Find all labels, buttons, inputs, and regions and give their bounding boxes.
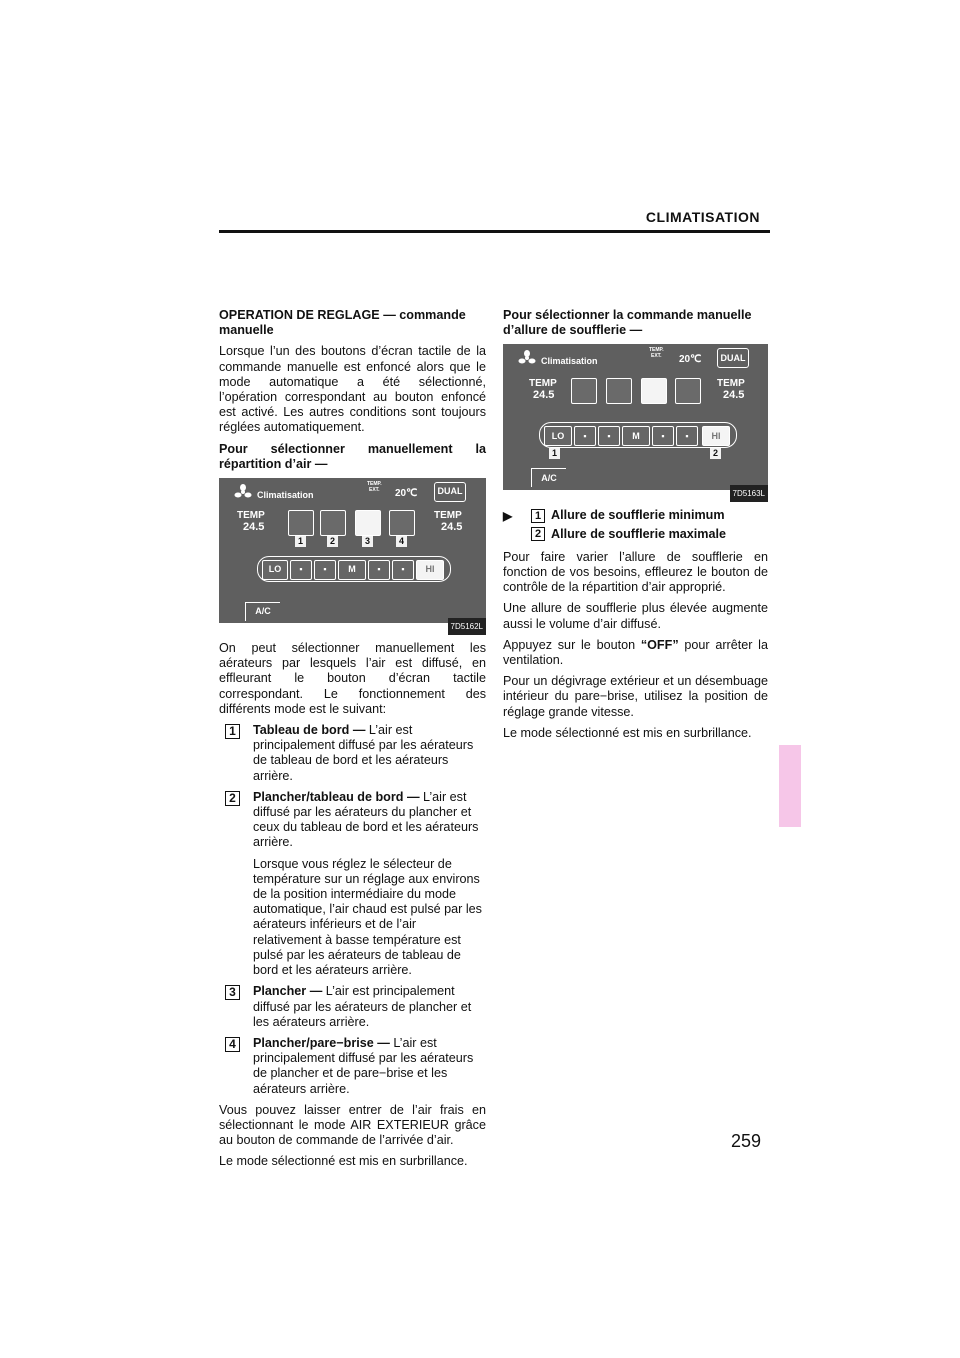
mode-floor-button[interactable] <box>641 378 667 404</box>
temp-ext-label-1: TEMP. <box>649 347 664 354</box>
temp-right-value: 24.5 <box>441 521 463 534</box>
fan-step-5[interactable]: ▪ <box>652 426 674 446</box>
fan-step-5[interactable]: ▪ <box>368 560 390 580</box>
callout-4: 4 <box>396 536 407 547</box>
fan-hi-button[interactable]: HI <box>416 560 444 580</box>
item-number: 2 <box>225 791 240 806</box>
item-number: 1 <box>225 724 240 739</box>
outside-temp: 20℃ <box>395 488 418 500</box>
header-rule <box>219 230 770 233</box>
item-title: Plancher/pare−brise — <box>253 1035 390 1050</box>
list-item <box>219 723 486 784</box>
page-number: 259 <box>731 1131 762 1151</box>
item-text: L’air est principalement diffusé par les aérateurs de tableau de bord et les aérateurs arrière. <box>253 723 474 783</box>
pointer-arrow-icon: ▶ <box>503 509 513 524</box>
p3-start: Appuyez sur le bouton <box>503 637 641 652</box>
left-intro: Lorsque l’un des boutons d’écran tactile de la commande manuelle est enfoncé alors que le mode automatique a été sélectionné, l’opération correspondant au bouton enfoncé est activé. Les autres conditions sont toujours réglées automatiquement. <box>219 344 486 435</box>
item-text: L’air est principalement diffusé par les aérateurs de plancher et de pare−brise et les aérateurs arrière. <box>253 1035 474 1096</box>
figure-air-distribution <box>219 478 486 631</box>
p3-end: pour arrêter la ventilation. <box>503 637 768 668</box>
temp-right-value: 24.5 <box>723 389 745 402</box>
mode-floor-defrost-button[interactable] <box>675 378 701 404</box>
climate-screen-2 <box>503 344 768 499</box>
item-title: Plancher/tableau de bord — <box>253 789 420 804</box>
fan-item-2 <box>503 527 768 542</box>
fan-icon <box>233 484 253 500</box>
item-text: L’air est diffusé par les aérateurs du plancher et ceux du tableau de bord et les aérateurs arrière. <box>253 789 479 850</box>
fan-speed-bar <box>257 556 451 582</box>
item-number: 2 <box>531 527 545 541</box>
mode-floor-defrost-button[interactable] <box>389 510 415 536</box>
callout-2: 2 <box>327 536 338 547</box>
screen-title: Climatisation <box>541 356 598 367</box>
item-text: Allure de soufflerie minimum <box>551 508 725 523</box>
figure-code: 7D5162L <box>448 618 486 635</box>
mode-floor-button[interactable] <box>355 510 381 536</box>
left-subheading: Pour sélectionner manuellement la répartition d’air — <box>219 441 486 471</box>
fan-speed-bar <box>539 422 737 448</box>
fan-step-3[interactable]: ▪ <box>598 426 620 446</box>
item-title: Tableau de bord — <box>253 723 366 738</box>
right-paragraph-2: Une allure de soufflerie plus élevée augmente aussi le volume d’air diffusé. <box>503 601 768 631</box>
fan-step-6[interactable]: ▪ <box>676 426 698 446</box>
list-item <box>219 984 486 1030</box>
fan-step-2[interactable]: ▪ <box>290 560 312 580</box>
temp-ext-label-2: EXT. <box>651 353 662 360</box>
mode-bilevel-button[interactable] <box>606 378 632 404</box>
off-label: “OFF” <box>640 637 679 652</box>
left-column <box>219 308 486 1176</box>
climate-screen-1 <box>219 478 486 631</box>
temp-right-label: TEMP <box>434 510 462 522</box>
item-number: 1 <box>531 509 545 523</box>
figure-fan-speed <box>503 344 768 499</box>
right-column <box>503 308 768 747</box>
temp-left-value: 24.5 <box>243 521 265 534</box>
left-description: On peut sélectionner manuellement les aérateurs par lesquels l’air est diffusé, en effleurant le bouton d’écran tactile correspondant. Le fonctionnement des différents mode est le suivant: <box>219 641 486 716</box>
ac-button[interactable]: A/C <box>245 602 280 621</box>
item-title: Plancher — <box>253 984 323 999</box>
figure-code: 7D5163L <box>730 485 768 502</box>
left-outro-2: Le mode sélectionné est mis en surbrillance. <box>219 1154 468 1169</box>
right-paragraph-1: Pour faire varier l’allure de soufflerie en fonction de vos besoins, effleurez le bouton de contrôle de la répartition d’air approprié. <box>503 549 768 595</box>
mode-face-button[interactable] <box>571 378 597 404</box>
callout-1: 1 <box>295 536 306 547</box>
item-text: L’air est principalement diffusé par les aérateurs de plancher et les aérateurs arrière. <box>253 984 472 1029</box>
callout-1: 1 <box>549 448 560 459</box>
dual-button[interactable]: DUAL <box>434 482 466 502</box>
temp-right-label: TEMP <box>717 378 745 390</box>
outside-temp: 20℃ <box>679 354 702 366</box>
fan-step-6[interactable]: ▪ <box>392 560 414 580</box>
fan-icon <box>517 350 537 366</box>
item-number: 3 <box>225 985 240 1000</box>
fan-m-button[interactable]: M <box>622 426 650 446</box>
section-title: CLIMATISATION <box>645 209 760 225</box>
callout-3: 3 <box>362 536 373 547</box>
item-extra-text: Lorsque vous réglez le sélecteur de température sur un réglage aux environs de la position intermédiaire du mode automatique, l’air chaud est pulsé par les aérateurs inférieurs et de l’air relativement à basse température est pulsé par les aérateurs de tableau de bord et les aérateurs arrière. <box>253 856 482 978</box>
fan-lo-button[interactable]: LO <box>544 426 572 446</box>
fan-step-2[interactable]: ▪ <box>574 426 596 446</box>
screen-title: Climatisation <box>257 490 314 501</box>
callout-2: 2 <box>710 448 721 459</box>
right-paragraph-4: Pour un dégivrage extérieur et un désembuage intérieur du pare−brise, utilisez la position de réglage grande vitesse. <box>503 674 768 719</box>
item-text: Allure de soufflerie maximale <box>551 526 726 541</box>
dual-button[interactable]: DUAL <box>717 348 749 368</box>
right-heading: Pour sélectionner la commande manuelle d’allure de soufflerie — <box>503 308 752 338</box>
temp-ext-label-2: EXT. <box>369 487 380 494</box>
fan-item-1 <box>503 508 768 523</box>
mode-bilevel-button[interactable] <box>320 510 346 536</box>
section-tab <box>779 745 801 827</box>
fan-hi-button[interactable]: HI <box>702 426 730 446</box>
right-paragraph-3 <box>503 638 768 668</box>
item-number: 4 <box>225 1037 240 1052</box>
temp-left-value: 24.5 <box>533 389 555 402</box>
fan-m-button[interactable]: M <box>338 560 366 580</box>
right-paragraph-5: Le mode sélectionné est mis en surbrillance. <box>503 725 752 740</box>
left-outro-1: Vous pouvez laisser entrer de l’air frais en sélectionnant le mode AIR EXTERIEUR grâce au bouton de commande de l’arrivée d’air. <box>219 1102 486 1148</box>
temp-left-label: TEMP <box>237 510 265 522</box>
list-item <box>219 790 486 978</box>
temp-ext-label-1: TEMP. <box>367 481 382 488</box>
mode-face-button[interactable] <box>288 510 314 536</box>
list-item <box>219 1036 486 1097</box>
left-heading: OPERATION DE REGLAGE — commande manuelle <box>219 308 466 338</box>
fan-lo-button[interactable]: LO <box>262 560 288 580</box>
fan-step-3[interactable]: ▪ <box>314 560 336 580</box>
temp-left-label: TEMP <box>529 378 557 390</box>
ac-button[interactable]: A/C <box>531 468 566 487</box>
